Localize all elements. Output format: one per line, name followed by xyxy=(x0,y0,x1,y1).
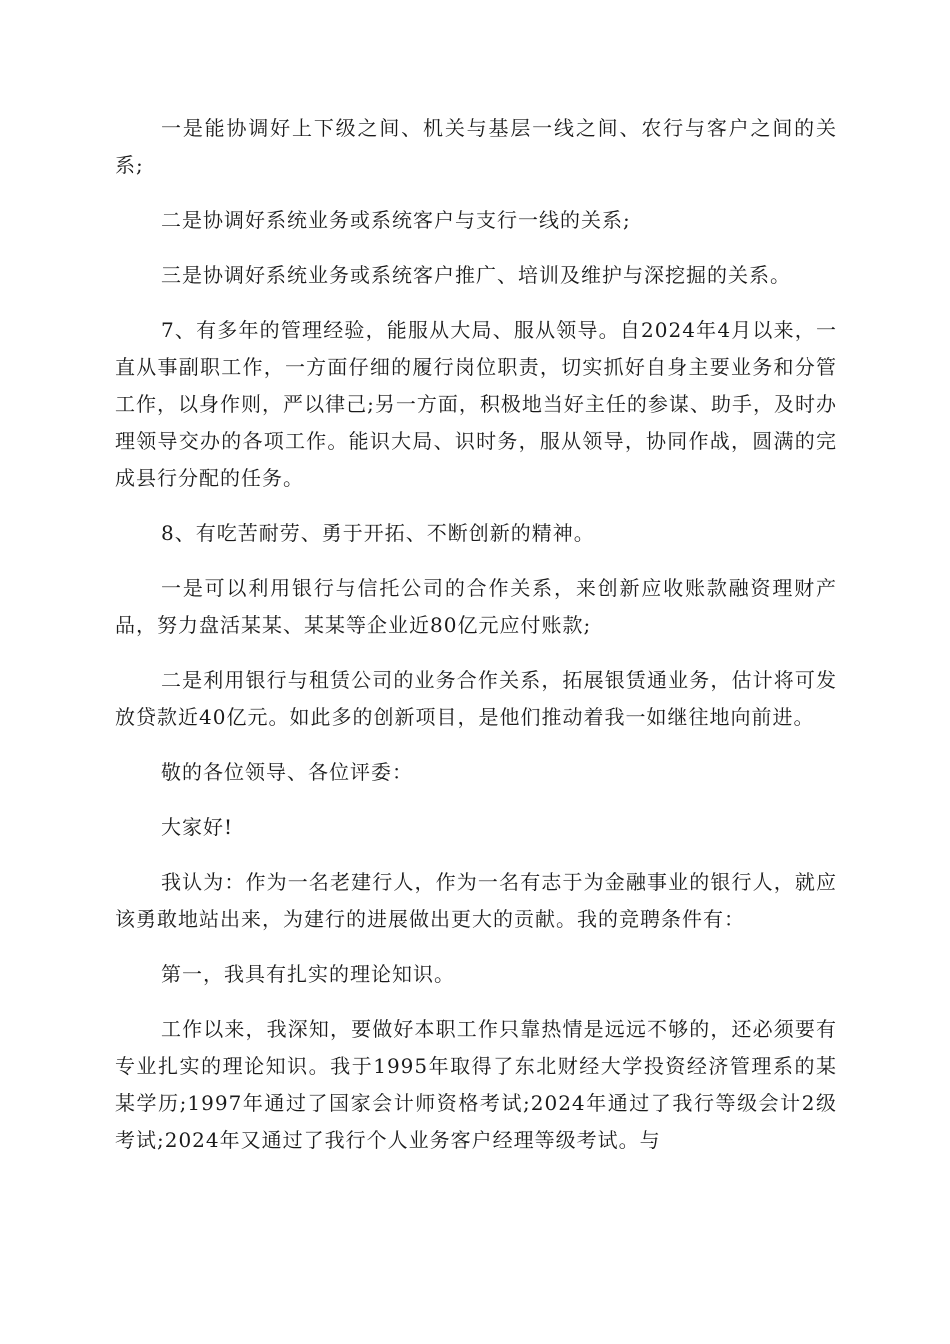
paragraph: 二是利用银行与租赁公司的业务合作关系，拓展银赁通业务，估计将可发放贷款近40亿元。如此多的创新项目，是他们推动着我一如继往地向前进。 xyxy=(115,668,837,729)
paragraph: 一是可以利用银行与信托公司的合作关系，来创新应收账款融资理财产品，努力盘活某某、某某等企业近80亿元应付账款; xyxy=(115,576,837,637)
paragraph: 第一，我具有扎实的理论知识。 xyxy=(161,962,455,986)
paragraph: 8、有吃苦耐劳、勇于开拓、不断创新的精神。 xyxy=(161,521,595,545)
paragraph: 工作以来，我深知，要做好本职工作只靠热情是远远不够的，还必须要有专业扎实的理论知识。我于1995年取得了东北财经大学投资经济管理系的某某学历;1997年通过了国家会计师资格考试;2024年通过了我行等级会计2级考试;2024年又通过了我行个人业务客户经理等级考试。与 xyxy=(115,1017,837,1152)
paragraph: 我认为：作为一名老建行人，作为一名有志于为金融事业的银行人，就应该勇敢地站出来，为建行的进展做出更大的贡献。我的竞聘条件有： xyxy=(115,870,837,931)
paragraph: 二是协调好系统业务或系统客户与支行一线的关系; xyxy=(161,208,631,232)
paragraph: 三是协调好系统业务或系统客户推广、培训及维护与深挖掘的关系。 xyxy=(161,263,791,287)
document-body xyxy=(115,110,837,1177)
paragraph: 7、有多年的管理经验，能服从大局、服从领导。自2024年4月以来，一直从事副职工作，一方面仔细的履行岗位职责，切实抓好自身主要业务和分管工作，以身作则，严以律己;另一方面，积极地当好主任的参谋、助手，及时办理领导交办的各项工作。能识大局、识时务，服从领导，协同作战，圆满的完成县行分配的任务。 xyxy=(115,318,837,490)
paragraph: 敬的各位领导、各位评委： xyxy=(161,760,413,784)
paragraph: 一是能协调好上下级之间、机关与基层一线之间、农行与客户之间的关系; xyxy=(115,116,837,177)
paragraph: 大家好! xyxy=(161,815,234,839)
